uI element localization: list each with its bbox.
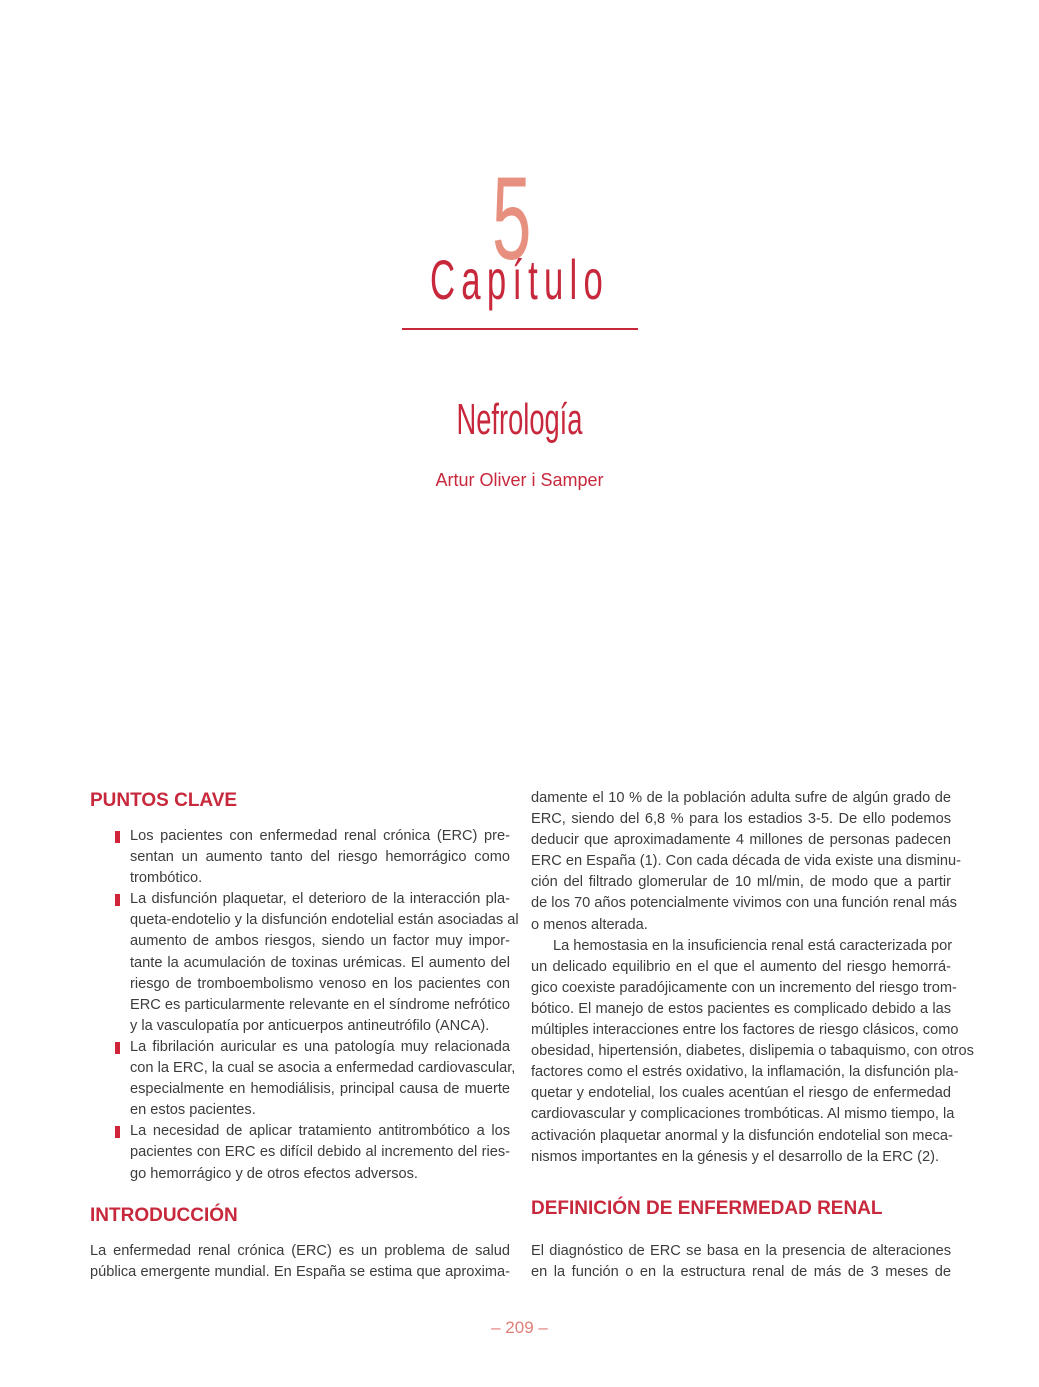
text-line: sentan un aumento tanto del riesgo hemorrágico como <box>130 849 510 866</box>
text-line: con la ERC, la cual se asocia a enfermedad cardiovascular, <box>130 1060 516 1077</box>
key-point-item <box>90 1121 510 1184</box>
chapter-number: 5 <box>492 153 532 285</box>
chapter-title: Nefrología <box>456 395 583 444</box>
text-line: deducir que aproximadamente 4 millones de personas padecen <box>531 832 951 849</box>
right-column-text <box>531 788 974 1168</box>
definition-paragraph <box>531 1241 951 1283</box>
text-line: o menos alterada. <box>531 916 648 933</box>
key-point-item <box>90 1037 516 1121</box>
text-line: factores como el estrés oxidativo, la inflamación, la disfunción pla- <box>531 1064 959 1081</box>
text-line: en la función o en la estructura renal de más de 3 meses de <box>531 1264 951 1281</box>
text-line: en estos pacientes. <box>130 1102 256 1119</box>
text-line: activación plaquetar anormal y la disfunción endotelial son meca- <box>531 1127 953 1144</box>
chapter-label: Capítulo <box>430 248 609 311</box>
text-line: pacientes con ERC es difícil debido al incremento del ries- <box>130 1144 510 1161</box>
heading-introduccion: INTRODUCCIÓN <box>90 1205 238 1226</box>
text-line: bótico. El manejo de estos pacientes es complicado debido a las <box>531 1000 951 1017</box>
key-points-list <box>90 826 519 1185</box>
heading-definicion: DEFINICIÓN DE ENFERMEDAD RENAL <box>531 1198 883 1219</box>
text-line: Los pacientes con enfermedad renal crónica (ERC) pre- <box>130 828 510 844</box>
key-point-item <box>90 889 519 1037</box>
text-line: La hemostasia en la insuficiencia renal está caracterizada por <box>553 937 953 954</box>
text-line: La enfermedad renal crónica (ERC) es un problema de salud <box>90 1243 510 1259</box>
text-line: ERC en España (1). Con cada década de vida existe una disminu- <box>531 853 961 870</box>
bullet-marker-icon <box>115 831 120 843</box>
text-line: pública emergente mundial. En España se estima que aproxima- <box>90 1264 510 1281</box>
intro-paragraph <box>90 1241 510 1283</box>
text-line: aumento de ambos riesgos, siendo un factor muy impor- <box>130 933 510 950</box>
page-number: – 209 – <box>491 1318 548 1337</box>
text-line: gico coexiste paradójicamente con un incremento del riesgo trom- <box>531 979 957 996</box>
text-line: La disfunción plaquetar, el deterioro de la interacción pla- <box>130 891 510 908</box>
paragraph <box>531 788 961 936</box>
text-line: múltiples interacciones entre los factores de riesgo clásicos, como <box>531 1022 959 1039</box>
paragraph <box>531 936 974 1168</box>
bullet-marker-icon <box>115 1126 120 1138</box>
text-line: de los 70 años potencialmente vivimos con una función renal más <box>531 895 957 912</box>
key-point-item <box>90 826 510 889</box>
text-line: riesgo de tromboembolismo venoso en los pacientes con <box>130 975 510 992</box>
text-line: quetar y endotelial, los cuales acentúan el riesgo de enfermedad <box>531 1085 951 1102</box>
text-line: ERC es particularmente relevante en el síndrome nefrótico <box>130 996 510 1013</box>
text-line: go hemorrágico y de otros efectos adversos. <box>130 1165 418 1182</box>
text-line: ERC, siendo del 6,8 % para los estadios 3-5. De ello podemos <box>531 811 951 828</box>
text-line: El diagnóstico de ERC se basa en la presencia de alteraciones <box>531 1243 951 1259</box>
text-line: obesidad, hipertensión, diabetes, dislipemia o tabaquismo, con otros <box>531 1043 974 1060</box>
text-line: queta-endotelio y la disfunción endotelial están asociadas al <box>130 912 519 929</box>
bullet-marker-icon <box>115 1042 120 1054</box>
text-line: ción del filtrado glomerular de 10 ml/min, de modo que a partir <box>531 874 951 891</box>
heading-puntos-clave: PUNTOS CLAVE <box>90 790 238 811</box>
text-line: tante la acumulación de toxinas urémicas. El aumento del <box>130 954 510 971</box>
text-line: nismos importantes en la génesis y el desarrollo de la ERC (2). <box>531 1148 939 1165</box>
bullet-marker-icon <box>115 894 120 906</box>
text-line: especialmente en hemodiálisis, principal causa de muerte <box>130 1081 510 1098</box>
text-line: trombótico. <box>130 870 203 887</box>
text-line: cardiovascular y complicaciones trombóticas. Al mismo tiempo, la <box>531 1106 955 1123</box>
text-line: La fibrilación auricular es una patología muy relacionada <box>130 1038 510 1055</box>
text-line: La necesidad de aplicar tratamiento antitrombótico a los <box>130 1123 510 1140</box>
text-line: y la vasculopatía por anticuerpos antineutrófilo (ANCA). <box>130 1017 490 1034</box>
text-line: un delicado equilibrio en el que el aumento del riesgo hemorrá- <box>531 958 951 975</box>
text-line: damente el 10 % de la población adulta sufre de algún grado de <box>531 790 951 806</box>
chapter-author: Artur Oliver i Samper <box>435 470 604 490</box>
title-divider <box>402 328 638 330</box>
